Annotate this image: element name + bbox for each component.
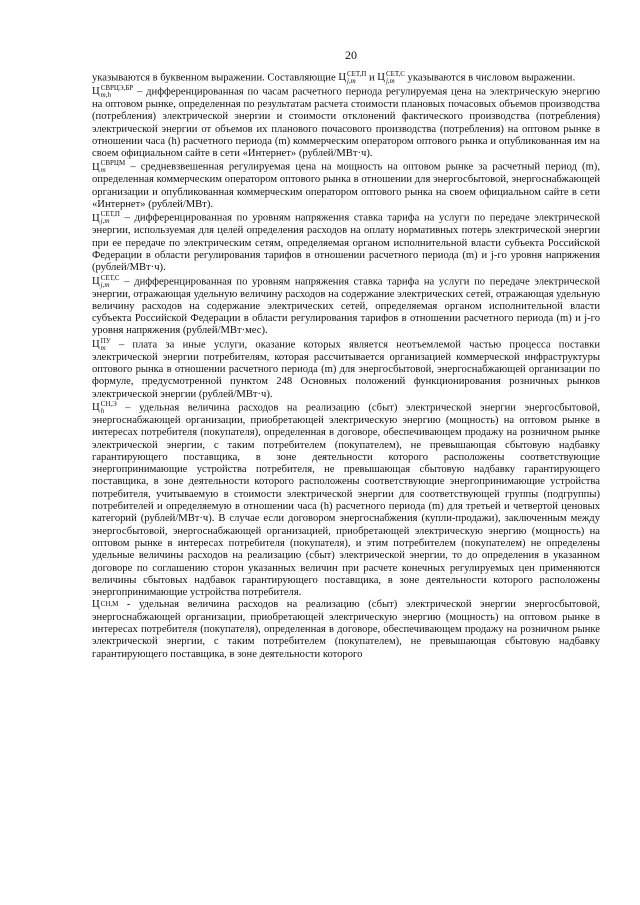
definition-text: - удельная величина расходов на реализацию (сбыт) электрической энергии энергосбытовой, энергоснабжающей организации, приобретающей электрическую энергию (мощность) на оптовом рынке в интересах потребителя (покупателя), определенная в договоре, обеспечивающем продажу на розничном рынке электрической энергии, с таким потребителем (покупателем), не превышающая сбытовую надбавку гарантирующего поставщика, в зоне деятельности которого	[92, 599, 600, 660]
definition-symbol: Ц СВРЦЭ,БР m,h	[92, 84, 134, 99]
definition-text: – дифференцированная по уровням напряжения ставка тарифа на услуги по передаче электрической энергии, отражающая удельную величину расходов на содержание электрических сетей, отражающая удельную величину расходов на содержание электрических сетей, определяемая органом исполнительной власти субъекта Российской Федерации в области регулирования тарифов в отношении расчетного периода (m) и j-го уровня напряжения (рублей/МВт·мес).	[92, 276, 600, 337]
definition-paragraph	[92, 599, 600, 660]
definition-paragraph	[92, 338, 600, 401]
definition-text: – дифференцированная по уровням напряжения ставка тарифа на услуги по передаче электрической энергии, используемая для целей определения расходов на оплату нормативных потерь электрической энергии при ее передаче по электрическим сетям, определяемая органом исполнительной власти субъекта Российской Федерации в области регулирования тарифов в отношении расчетного периода (m) и j-го уровня напряжения (рублей/МВт·ч).	[92, 212, 600, 274]
symbol-c-set-s: Ц СЕТ,С j,m	[377, 70, 405, 85]
lead-text-b: указываются в числовом выражении.	[404, 72, 576, 84]
definition-text: – дифференцированная по часам расчетного периода регулируемая цена на электрическую энергию на оптовом рынке, определенная по результатам расчета стоимости плановых почасовых объемов производства (потребления) электрической энергии и стоимости отклонений фактического производства (потребления) электрической энергии от объемов их планового почасового производства (потребления) на оптовом рынке в отношении часа (h) расчетного периода (m) коммерческим оператором оптового рынка и опубликованная им на своем официальном сайте в сети «Интернет» (рублей/МВт·ч).	[92, 86, 600, 160]
definition-symbol: Ц СН,Э h	[92, 399, 117, 415]
definition-paragraph	[92, 211, 600, 274]
definition-symbol: Ц СЕТ,С j,m	[92, 273, 120, 289]
definition-symbol: Ц СЕТ,П j,m	[92, 210, 120, 226]
lead-paragraph	[92, 71, 600, 85]
definition-paragraph	[92, 275, 600, 338]
lead-and: и	[366, 72, 378, 84]
lead-text-a: указываются в буквенном выражении. Составляющие	[92, 72, 339, 84]
definition-text: – плата за иные услуги, оказание которых является неотъемлемой частью процесса поставки электрической энергии потребителям, которая рассчитывается организацией коммерческой инфраструктуры оптового рынка в отношении расчетного периода (m) для энергосбытовой, энергоснабжающей организации по формуле, предусмотренной пунктом 248 Основных положений функционирования розничных рынков электрической энергии (рублей/МВт·ч).	[92, 339, 600, 400]
definition-paragraph	[92, 160, 600, 211]
definition-text: – удельная величина расходов на реализацию (сбыт) электрической энергии энергосбытовой, энергоснабжающей организации, приобретающей электрическую энергию (мощность) на оптовом рынке в интересах потребителя (покупателя), определенная в договоре, обеспечивающем продажу на розничном рынке электрической энергии, с таким потребителем (покупателем), не превышающая сбытовую надбавку гарантирующего поставщика, в зоне деятельности которого расположены соответствующие энергопринимающие устройства потребителя, не превышающая сбытовую надбавку гарантирующего поставщика, в зоне деятельности которого расположены соответствующие энергопринимающие устройства потребителя, учитываемую в стоимости электрической энергии для соответствующей группы (подгруппы) потребителей и определяемую в отношении часа (h) расчетного периода (m) для третьей и четвертой ценовых категорий (рублей/МВт·ч). В случае если договором энергоснабжения (купли-продажи), заключенным между энергосбытовой, энергоснабжающей организацией, приобретающей электрическую энергию (мощность) на оптовом рынке в интересах потребителя (покупателя), и этим потребителем (покупателем) не определены удельные величины расходов на реализацию (сбыт) электрической энергии, то до определения в указанном договоре по соглашению сторон указанных величин при расчете конечных регулируемых цен применяются величины сбытовых надбавок гарантирующего поставщика, в зоне деятельности которого расположены энергопринимающие устройства потребителя.	[92, 402, 600, 599]
definition-paragraph	[92, 401, 600, 599]
definition-symbol: Ц СН,М	[92, 599, 119, 611]
page-number: 20	[345, 48, 357, 62]
definition-symbol: Ц СВРЦМ m	[92, 159, 126, 175]
definition-symbol: Ц ПУ m	[92, 336, 111, 352]
symbol-c-set-p: Ц СЕТ,П j,m	[338, 70, 367, 85]
definition-paragraph	[92, 85, 600, 160]
definition-text: – средневзвешенная регулируемая цена на мощность на оптовом рынке за расчетный период (m), определенная коммерческим оператором оптового рынка в отношении для энергосбытовой, энергоснабжающей организации и опубликованная коммерческим оператором оптового рынка на своем официальном сайте в сети «Интернет» (рублей/МВт).	[92, 161, 600, 211]
